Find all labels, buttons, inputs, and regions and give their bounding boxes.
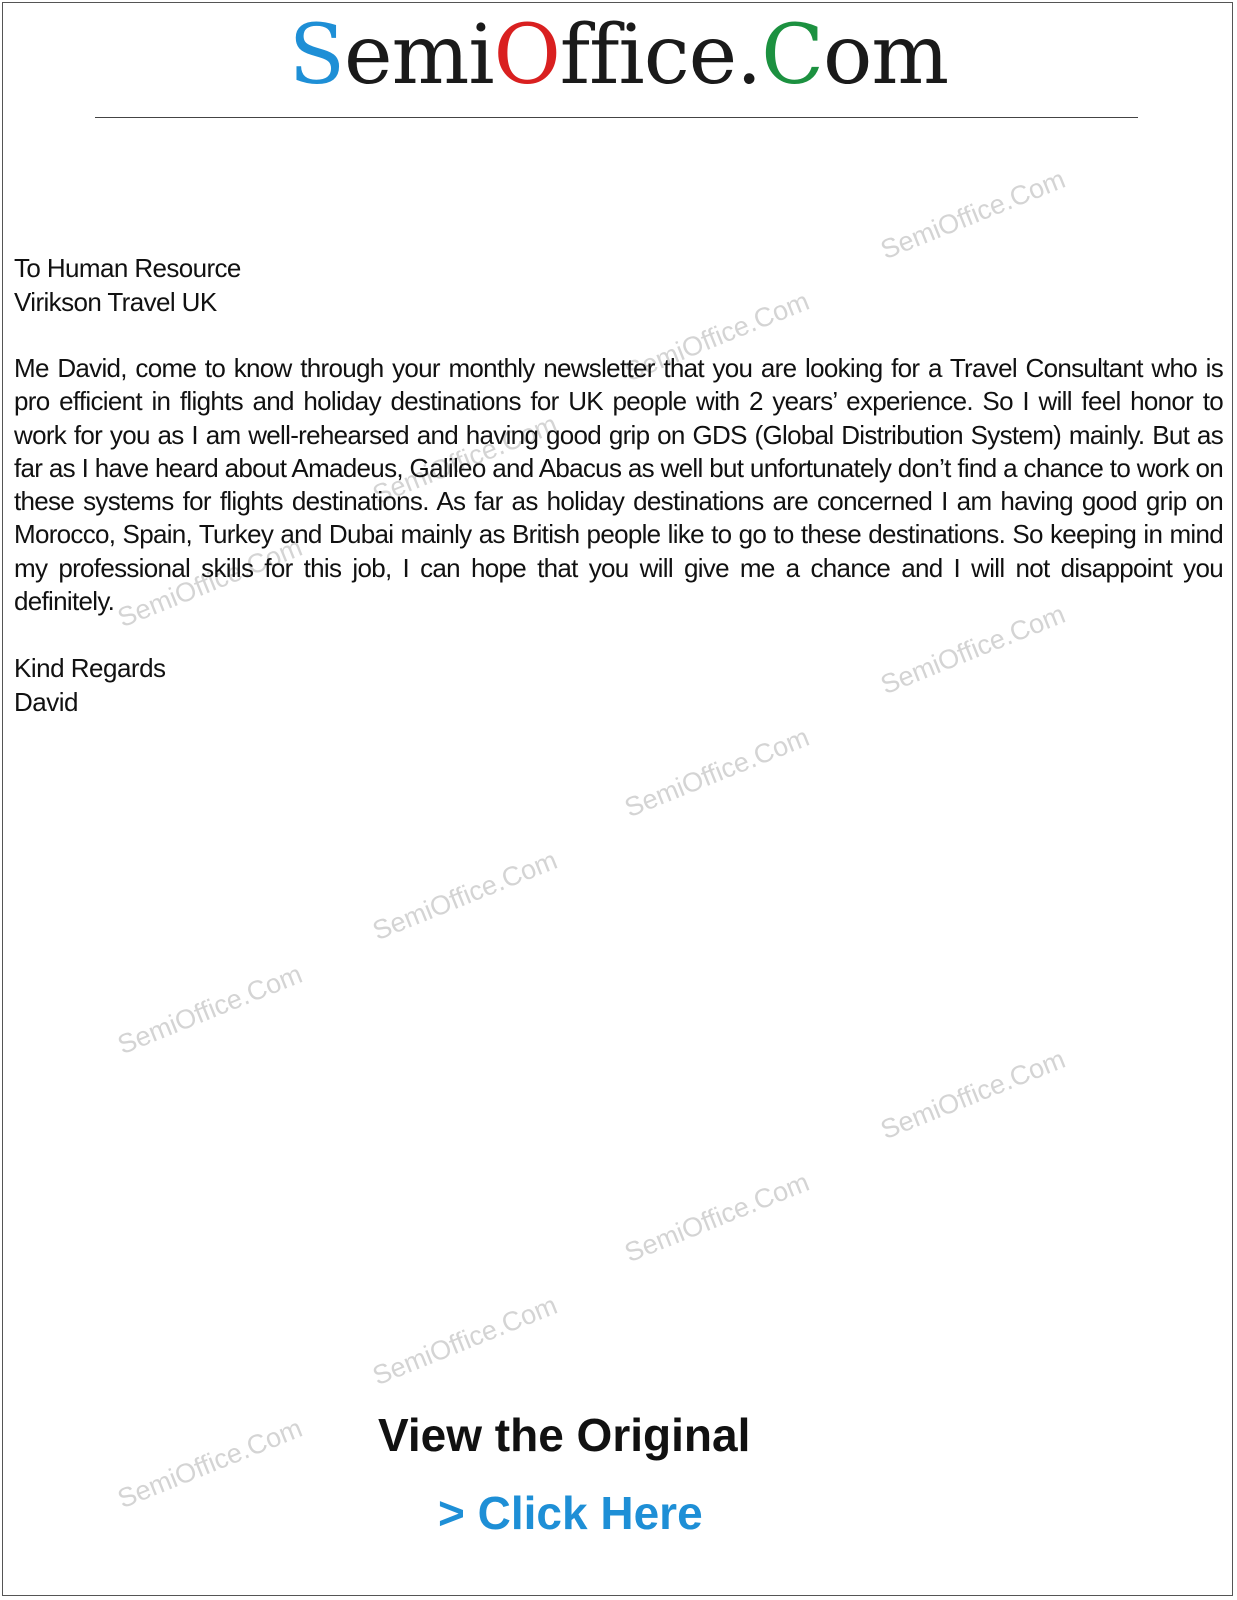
watermark: SemiOffice.Com	[113, 531, 307, 634]
letter-body: Me David, come to know through your monthly newsletter that you are looking for a Travel Consultant who is pro efficient in flights and holiday destinations for UK people with 2 years’ experience. So I will feel honor to work for you as I am well-rehearsed and having good grip on GDS (Global Distribution System) mainly. But as far as I have heard about Amadeus, Galileo and Abacus as well but unfortunately don’t find a chance to work on these systems for flights destinations. As far as holiday destinations are concerned I am having good grip on Morocco, Spain, Turkey and Dubai mainly as British people like to go to these destinations. So keeping in mind my professional skills for this job, I can hope that you will give me a chance and I will not disappoint you definitely.	[14, 353, 1223, 617]
page-frame	[2, 2, 1233, 1596]
letter-closing	[14, 652, 166, 719]
click-here-link[interactable]: > Click Here	[438, 1487, 703, 1539]
logo-letter-c: C	[761, 8, 823, 103]
watermark: SemiOffice.Com	[620, 721, 814, 824]
watermark: SemiOffice.Com	[876, 1043, 1070, 1146]
sender-name: David	[14, 686, 78, 717]
logo-part-emi: emi	[344, 8, 494, 103]
watermark: SemiOffice.Com	[368, 408, 562, 511]
logo-part-ffice: ffice.	[559, 8, 762, 103]
watermark: SemiOffice.Com	[368, 1289, 562, 1392]
recipient-address	[14, 252, 241, 319]
watermark: SemiOffice.Com	[876, 163, 1070, 266]
watermark: SemiOffice.Com	[113, 1412, 307, 1515]
watermark: SemiOffice.Com	[876, 598, 1070, 701]
company-line: Virikson Travel UK	[14, 286, 217, 317]
logo-part-om: om	[823, 8, 949, 103]
watermark: SemiOffice.Com	[620, 1166, 814, 1269]
recipient-line: To Human Resource	[14, 253, 241, 283]
watermark: SemiOffice.Com	[620, 285, 814, 388]
view-original-heading: View the Original	[378, 1409, 751, 1461]
logo-letter-s: S	[288, 8, 345, 103]
site-logo	[0, 6, 1237, 106]
watermark: SemiOffice.Com	[368, 844, 562, 947]
logo-letter-o: O	[493, 8, 560, 103]
closing-regards: Kind Regards	[14, 653, 166, 683]
watermark: SemiOffice.Com	[113, 958, 307, 1061]
header-divider	[95, 117, 1138, 118]
